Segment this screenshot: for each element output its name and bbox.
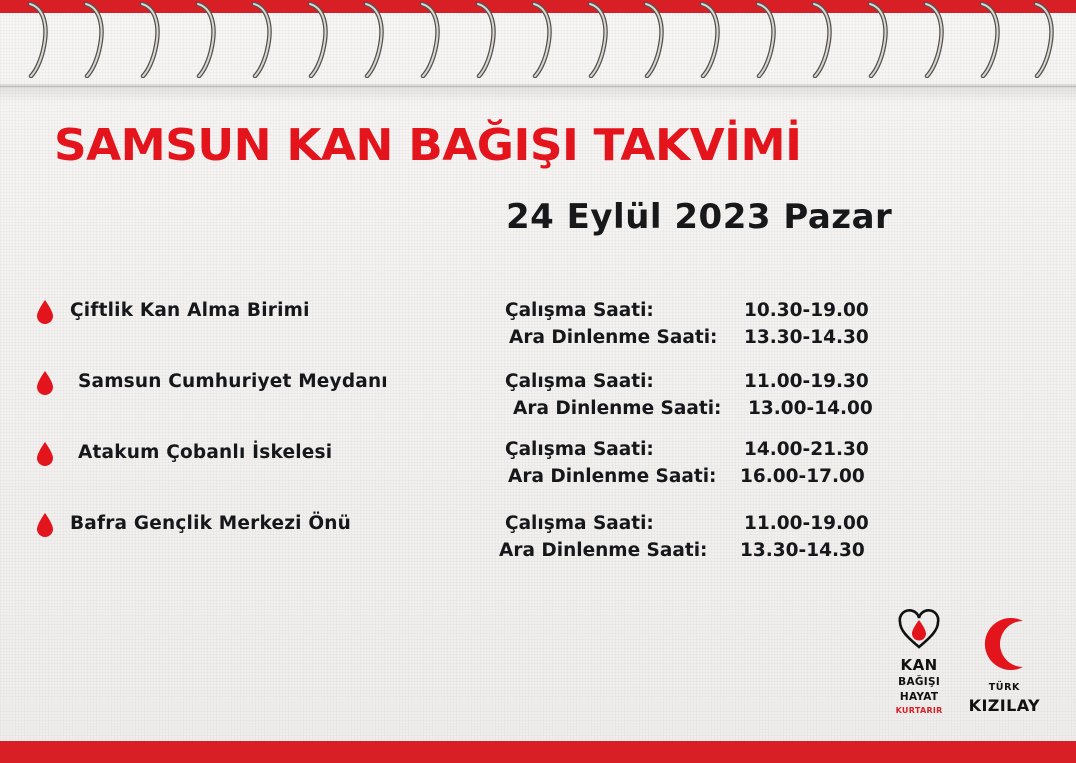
- working-hours-value: 10.30-19.00: [744, 300, 869, 321]
- spiral-ring-icon: [246, 2, 276, 78]
- break-hours-value: 13.00-14.00: [748, 398, 873, 419]
- location-name: Samsun Cumhuriyet Meydanı: [78, 371, 388, 392]
- spiral-ring-icon: [358, 2, 388, 78]
- break-hours-label: Ara Dinlenme Saati:: [499, 540, 708, 561]
- working-hours-value: 11.00-19.30: [744, 371, 869, 392]
- working-hours-label: Çalışma Saati:: [505, 513, 654, 534]
- break-hours-value: 16.00-17.00: [740, 466, 865, 487]
- spiral-ring-icon: [526, 2, 556, 78]
- break-hours-value: 13.30-14.30: [740, 540, 865, 561]
- spiral-ring-icon: [638, 2, 668, 78]
- logo-line-hayat: HAYAT: [899, 691, 939, 704]
- logo-line-bagisi: BAĞIŞI: [898, 676, 941, 689]
- logo-line-kan: KAN: [900, 656, 938, 675]
- bottom-red-band: [0, 741, 1076, 763]
- working-hours-label: Çalışma Saati:: [505, 371, 654, 392]
- logo-line-kizilay: KIZILAY: [968, 696, 1040, 715]
- blood-drop-icon: [36, 442, 54, 466]
- paper-shadow: [0, 84, 1076, 102]
- spiral-ring-icon: [582, 2, 612, 78]
- working-hours-value: 11.00-19.00: [744, 513, 869, 534]
- blood-drop-icon: [36, 513, 54, 537]
- break-hours-label: Ara Dinlenme Saati:: [513, 398, 722, 419]
- spiral-ring-icon: [806, 2, 836, 78]
- list-item: [0, 509, 1076, 580]
- date-heading: 24 Eylül 2023 Pazar: [506, 197, 893, 237]
- list-item: [0, 296, 1076, 367]
- working-hours-value: 14.00-21.30: [744, 439, 869, 460]
- spiral-ring-icon: [134, 2, 164, 78]
- donation-points-list: [0, 296, 1076, 580]
- spiral-ring-icon: [694, 2, 724, 78]
- blood-drop-icon: [36, 371, 54, 395]
- break-hours-label: Ara Dinlenme Saati:: [509, 327, 718, 348]
- blood-drop-icon: [36, 300, 54, 324]
- spiral-ring-icon: [22, 2, 52, 78]
- spiral-ring-icon: [470, 2, 500, 78]
- working-hours-label: Çalışma Saati:: [505, 300, 654, 321]
- spiral-ring-icon: [302, 2, 332, 78]
- break-hours-value: 13.30-14.30: [744, 327, 869, 348]
- spiral-ring-icon: [750, 2, 780, 78]
- list-item: [0, 438, 1076, 509]
- red-crescent-icon: [973, 613, 1035, 679]
- blood-donation-logo: [896, 607, 943, 715]
- location-name: Bafra Gençlik Merkezi Önü: [70, 513, 352, 534]
- spiral-ring-icon: [862, 2, 892, 78]
- spiral-ring-icon: [414, 2, 444, 78]
- logo-row: [896, 607, 1040, 715]
- spiral-ring-icon: [78, 2, 108, 78]
- spiral-ring-icon: [918, 2, 948, 78]
- spiral-ring-icon: [190, 2, 220, 78]
- working-hours-label: Çalışma Saati:: [505, 439, 654, 460]
- heart-blood-drop-icon: [897, 607, 941, 654]
- location-name: Atakum Çobanlı İskelesi: [78, 442, 333, 463]
- page-title: SAMSUN KAN BAĞIŞI TAKVİMİ: [54, 120, 802, 171]
- list-item: [0, 367, 1076, 438]
- logo-line-kurtarir: KURTARIR: [895, 705, 943, 715]
- location-name: Çiftlik Kan Alma Birimi: [70, 300, 310, 321]
- break-hours-label: Ara Dinlenme Saati:: [508, 466, 717, 487]
- logo-line-turk: TÜRK: [988, 682, 1020, 693]
- red-crescent-logo: [969, 613, 1040, 715]
- spiral-ring-icon: [1028, 2, 1058, 78]
- spiral-ring-icon: [974, 2, 1004, 78]
